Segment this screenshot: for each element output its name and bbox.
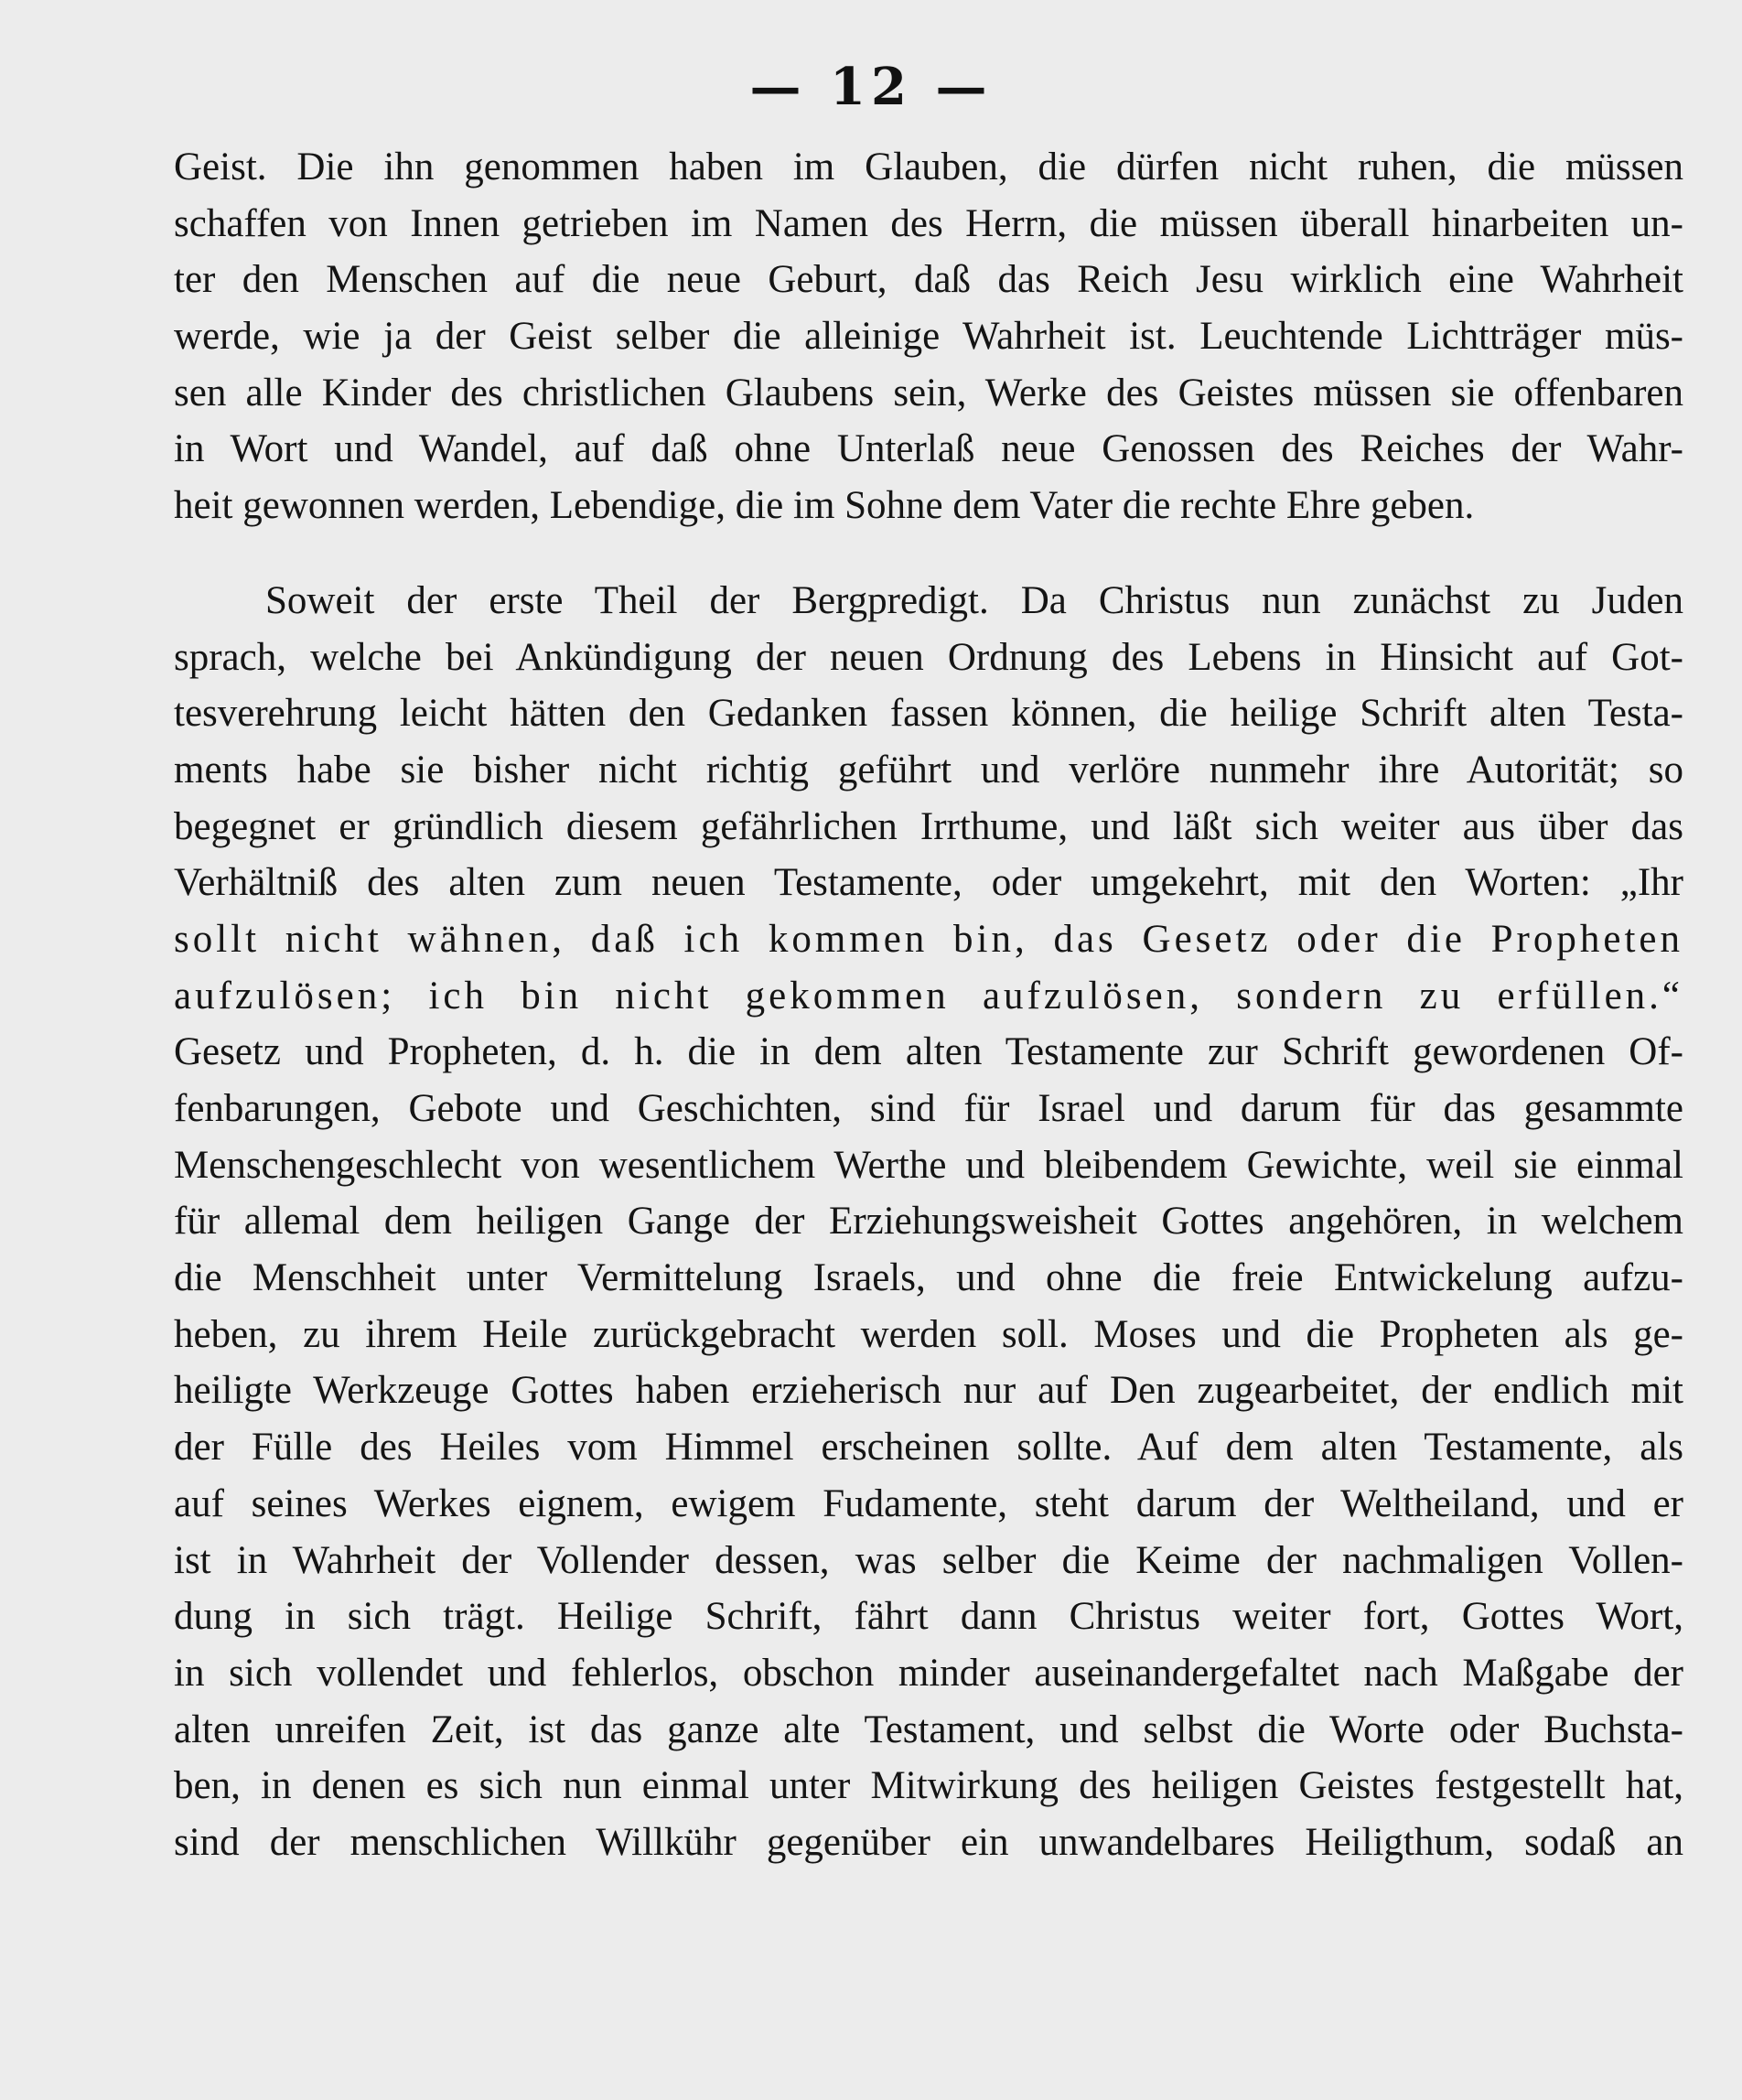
text-line: sprach, welche bei Ankündigung der neuen Ordnung des Lebens in Hinsicht auf Got- (174, 635, 1683, 679)
text-line: auf seines Werkes eignem, ewigem Fudamente, steht darum der Weltheiland, und er (174, 1481, 1683, 1525)
text-line: Soweit der erste Theil der Bergpredigt. Da Christus nun zunächst zu Juden (265, 578, 1683, 622)
text-line: sind der menschlichen Willkühr gegenüber ein unwandelbares Heiligthum, sodaß an (174, 1820, 1683, 1864)
text-line: begegnet er gründlich diesem gefährlichen Irrthume, und läßt sich weiter aus über das (174, 804, 1683, 848)
text-line: in Wort und Wandel, auf daß ohne Unterlaß neue Genossen des Reiches der Wahr- (174, 427, 1683, 471)
text-line: tesverehrung leicht hätten den Gedanken fassen können, die heilige Schrift alten Testa- (174, 692, 1683, 736)
text-line: Menschengeschlecht von wesentlichem Werthe und bleibendem Gewichte, weil sie einmal (174, 1143, 1683, 1187)
text-line: Geist. Die ihn genommen haben im Glauben, die dürfen nicht ruhen, die müssen (174, 145, 1683, 188)
text-line: für allemal dem heiligen Gange der Erziehungsweisheit Gottes angehören, in welchem (174, 1200, 1683, 1244)
body-text (174, 139, 1683, 1871)
text-line: ben, in denen es sich nun einmal unter Mitwirkung des heiligen Geistes festgestellt hat, (174, 1764, 1683, 1808)
text-line: heben, zu ihrem Heile zurückgebracht werden soll. Moses und die Propheten als ge- (174, 1312, 1683, 1356)
text-line: aufzulösen; ich bin nicht gekommen aufzulösen, sondern zu erfüllen.“ (174, 974, 1683, 1018)
page-number: — 12 — (749, 57, 993, 117)
text-line: ments habe sie bisher nicht richtig geführt und verlöre nunmehr ihre Autorität; so (174, 748, 1683, 792)
text-line: der Fülle des Heiles vom Himmel erscheinen sollte. Auf dem alten Testamente, als (174, 1426, 1683, 1470)
text-line: Gesetz und Propheten, d. h. die in dem alten Testamente zur Schrift gewordenen Of- (174, 1030, 1683, 1074)
text-line: heiligte Werkzeuge Gottes haben erzieherisch nur auf Den zugearbeitet, der endlich mit (174, 1369, 1683, 1413)
text-line: werde, wie ja der Geist selber die alleinige Wahrheit ist. Leuchtende Lichtträger müs- (174, 315, 1683, 359)
text-line: die Menschheit unter Vermittelung Israels, und ohne die freie Entwickelung aufzu- (174, 1256, 1683, 1300)
text-line: sollt nicht wähnen, daß ich kommen bin, das Gesetz oder die Propheten (174, 917, 1683, 961)
text-line: fenbarungen, Gebote und Geschichten, sind für Israel und darum für das gesammte (174, 1087, 1683, 1130)
text-line: Verhältniß des alten zum neuen Testamente, oder umgekehrt, mit den Worten: „Ihr (174, 861, 1683, 905)
text-line: dung in sich trägt. Heilige Schrift, fährt dann Christus weiter fort, Gottes Wort, (174, 1595, 1683, 1639)
text-line: ist in Wahrheit der Vollender dessen, was selber die Keime der nachmaligen Vollen- (174, 1538, 1683, 1582)
text-line: ter den Menschen auf die neue Geburt, daß das Reich Jesu wirklich eine Wahrheit (174, 258, 1683, 302)
text-line: in sich vollendet und fehlerlos, obschon minder auseinandergefaltet nach Maßgabe der (174, 1651, 1683, 1695)
paragraph-gap (174, 534, 1683, 573)
text-line: sen alle Kinder des christlichen Glaubens sein, Werke des Geistes müssen sie offenbaren (174, 371, 1683, 415)
text-line: schaffen von Innen getrieben im Namen des Herrn, die müssen überall hinarbeiten un- (174, 201, 1683, 245)
text-line: heit gewonnen werden, Lebendige, die im Sohne dem Vater die rechte Ehre geben. (174, 484, 1475, 528)
text-line: alten unreifen Zeit, ist das ganze alte Testament, und selbst die Worte oder Buchsta- (174, 1707, 1683, 1751)
